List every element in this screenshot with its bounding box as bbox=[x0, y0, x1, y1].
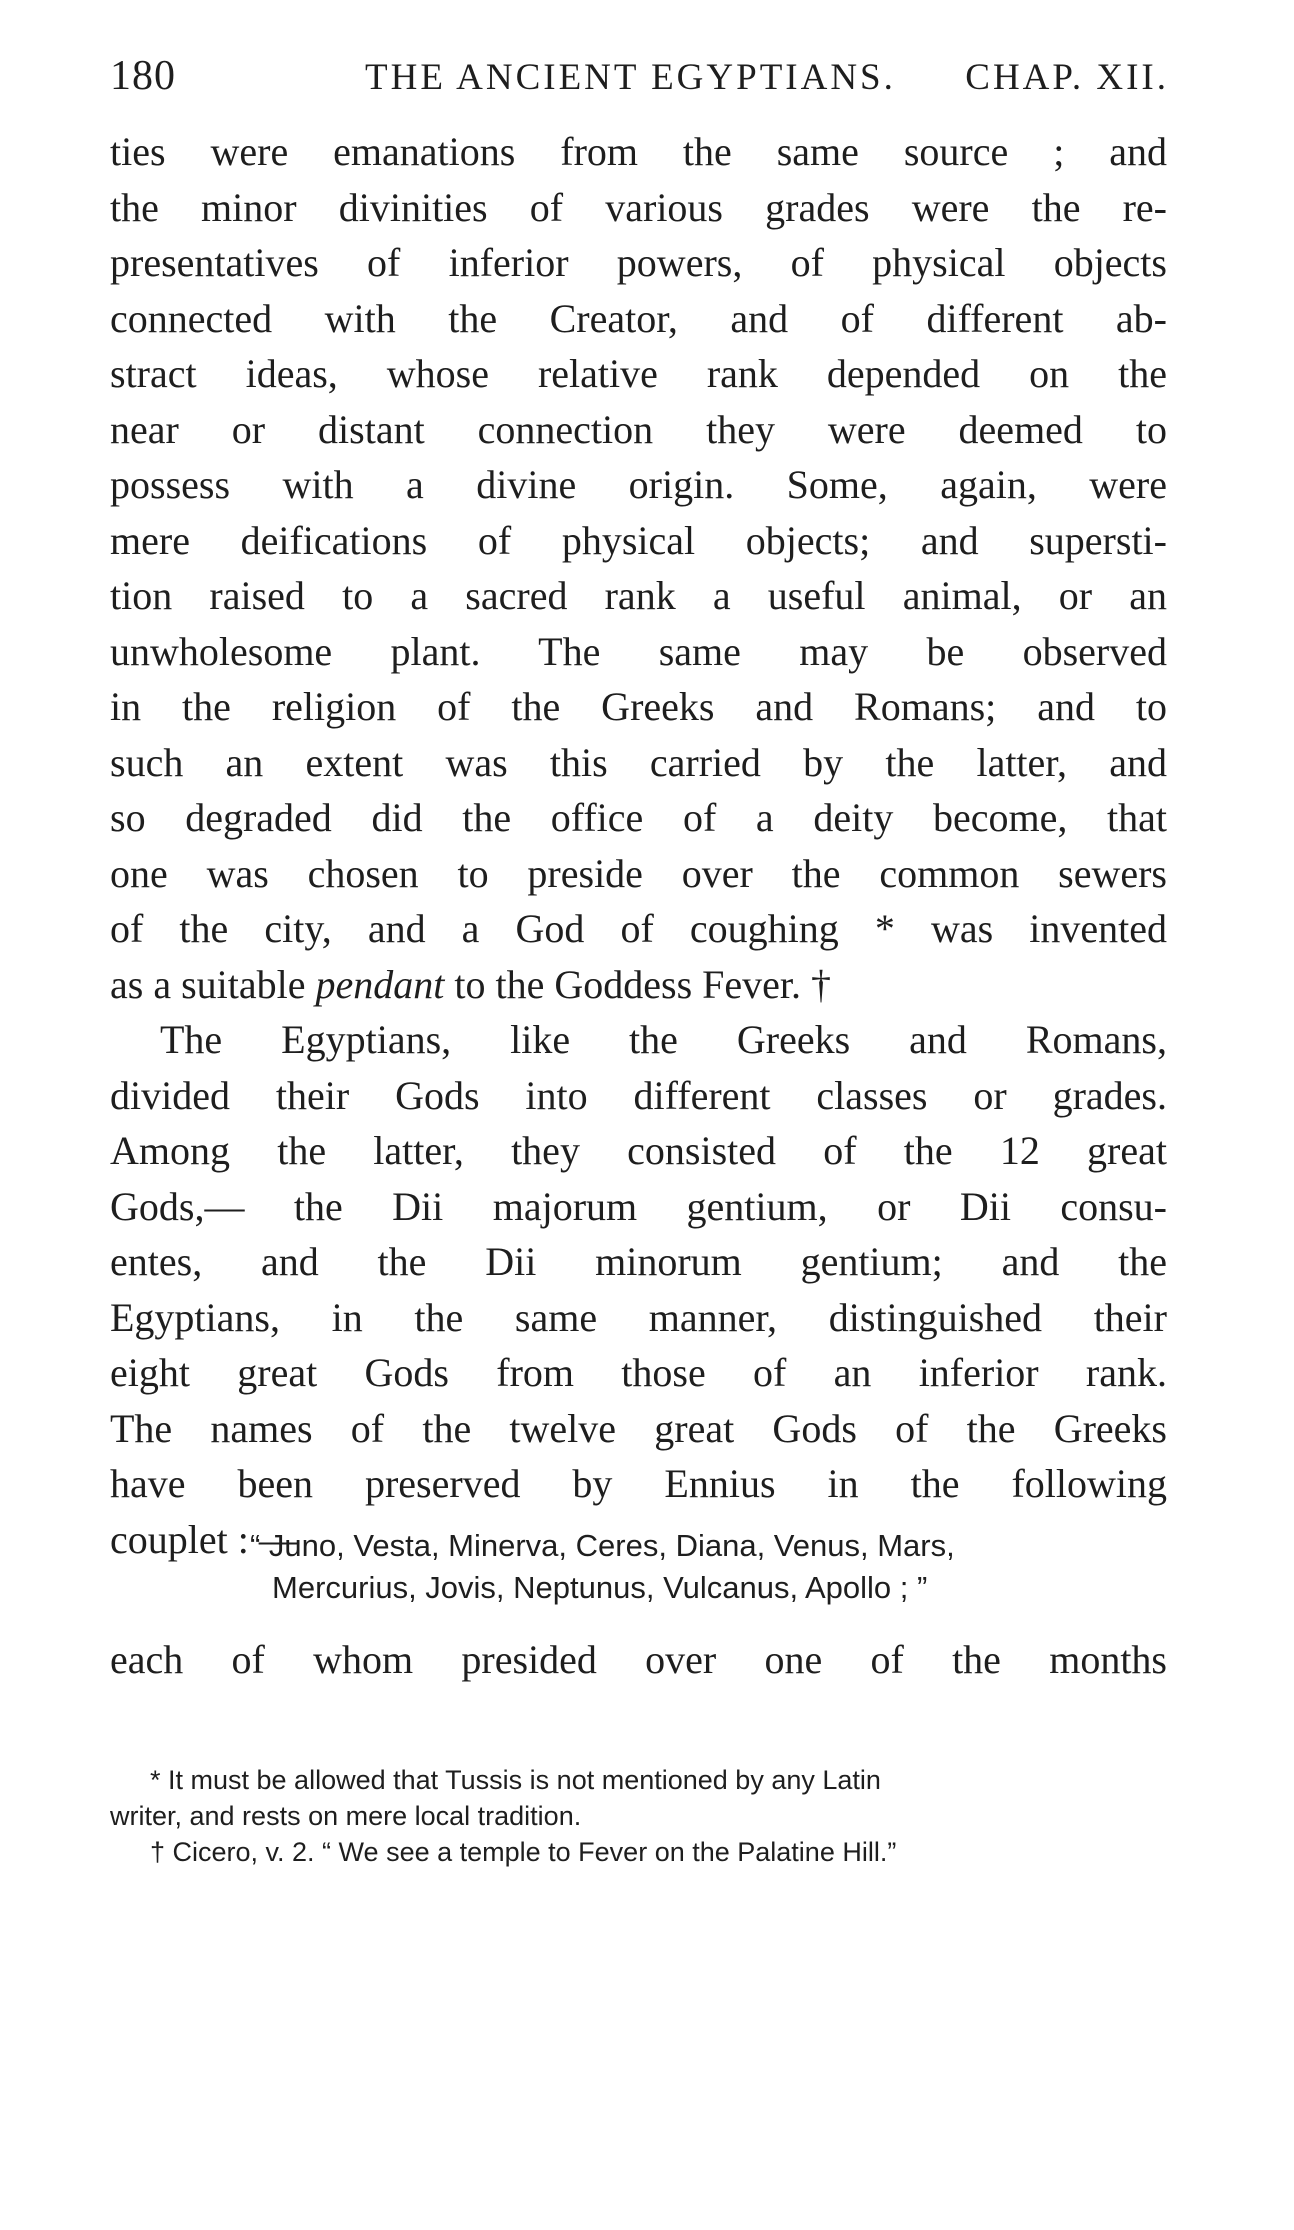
chapter-label: CHAP. XII. bbox=[965, 57, 1169, 98]
text-line: stract ideas, whose relative rank depended on the bbox=[110, 351, 1167, 396]
running-title: THE ANCIENT EGYPTIANS. bbox=[365, 57, 896, 98]
text-line: entes, and the Dii minorum gentium; and the bbox=[110, 1239, 1167, 1284]
text-line: The names of the twelve great Gods of the Greeks bbox=[110, 1405, 1167, 1451]
text-line: presentatives of inferior powers, of physical objects bbox=[110, 240, 1167, 285]
footnotes bbox=[110, 1762, 1167, 1870]
text-line: mere deifications of physical objects; and supersti- bbox=[110, 517, 1167, 563]
quote-line: Mercurius, Jovis, Neptunus, Vulcanus, Apollo ; ” bbox=[272, 1570, 928, 1605]
text-line: each of whom presided over one of the months bbox=[110, 1637, 1167, 1682]
text-line: couplet : — bbox=[110, 1516, 299, 1562]
text-line: near or distant connection they were deemed to bbox=[110, 406, 1167, 452]
text-line: possess with a divine origin. Some, again, were bbox=[110, 462, 1167, 507]
main-text bbox=[110, 124, 1167, 1567]
text-line-pendant bbox=[110, 957, 1167, 1013]
text-line: such an extent was this carried by the latter, and bbox=[110, 739, 1167, 785]
text-line: so degraded did the office of a deity become, that bbox=[110, 795, 1167, 840]
footnote-line: † Cicero, v. 2. “ We see a temple to Fever on the Palatine Hill.” bbox=[150, 1837, 897, 1867]
pendant-italic-word: pendant bbox=[315, 961, 445, 1007]
text-line: eight great Gods from those of an inferior rank. bbox=[110, 1350, 1167, 1395]
pendant-after: to the Goddess Fever. † bbox=[444, 961, 831, 1007]
text-line: unwholesome plant. The same may be observed bbox=[110, 628, 1167, 674]
text-line: ties were emanations from the same source ; and bbox=[110, 129, 1167, 174]
text-line: in the religion of the Greeks and Romans; and to bbox=[110, 684, 1167, 729]
footnote-line: * It must be allowed that Tussis is not mentioned by any Latin bbox=[150, 1765, 881, 1795]
page-number: 180 bbox=[110, 53, 176, 99]
text-line: tion raised to a sacred rank a useful animal, or an bbox=[110, 573, 1167, 618]
text-line: connected with the Creator, and of different ab- bbox=[110, 295, 1167, 341]
paragraph-start-line: The Egyptians, like the Greeks and Romans, bbox=[160, 1017, 1167, 1062]
closing-text bbox=[110, 1632, 1167, 1688]
text-line: the minor divinities of various grades were the re- bbox=[110, 184, 1167, 230]
quote-line: “ Juno, Vesta, Minerva, Ceres, Diana, Venus, Mars, bbox=[250, 1528, 955, 1563]
page-header bbox=[110, 52, 1169, 112]
text-line: Egyptians, in the same manner, distinguished their bbox=[110, 1294, 1167, 1340]
ennius-quote bbox=[110, 1525, 1167, 1609]
text-line: divided their Gods into different classes or grades. bbox=[110, 1072, 1167, 1118]
text-line: Gods,— the Dii majorum gentium, or Dii consu- bbox=[110, 1183, 1167, 1229]
text-line: Among the latter, they consisted of the 12 great bbox=[110, 1128, 1167, 1173]
text-line: have been preserved by Ennius in the following bbox=[110, 1461, 1167, 1506]
footnote-line: writer, and rests on mere local tradition. bbox=[110, 1801, 582, 1831]
pendant-before: as a suitable bbox=[110, 961, 316, 1007]
text-line: of the city, and a God of coughing * was invented bbox=[110, 906, 1167, 951]
text-line: one was chosen to preside over the common sewers bbox=[110, 850, 1167, 896]
